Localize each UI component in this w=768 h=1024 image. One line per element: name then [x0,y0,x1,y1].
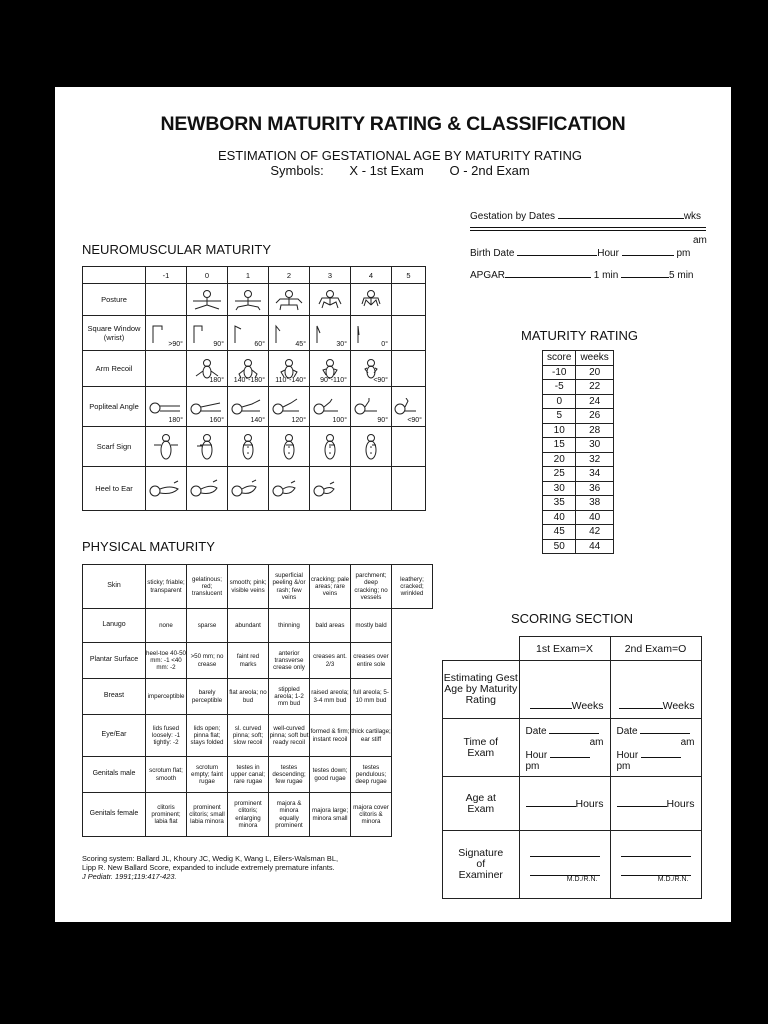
nm-cell[interactable]: 45° [269,316,310,351]
pm-label-genitals-female: Genitals female [83,793,146,837]
pm-cell[interactable]: majora cover clitoris & minora [351,793,392,837]
wrist-angle-icon [271,323,307,343]
pm-cell [392,643,433,679]
mr-score: 0 [543,394,576,409]
nm-cell[interactable]: 180° [187,351,228,387]
birth-hour-label: Hour [597,248,619,259]
hours-field-first[interactable]: Hours [519,777,610,831]
nm-cell[interactable]: 0° [351,316,392,351]
mr-score: -10 [543,365,576,380]
popliteal-leg-icon [394,398,424,416]
nm-header: 2 [269,267,310,284]
neuromuscular-title: NEUROMUSCULAR MATURITY [82,242,271,257]
weeks-field-first[interactable]: Weeks [519,661,610,719]
gestation-field[interactable] [558,209,684,219]
pm-label-genitals-male: Genitals male [83,757,146,793]
symbol-second-exam: O - 2nd Exam [449,163,530,178]
scoring-label-time: Time of Exam [443,719,520,777]
pm-cell[interactable]: scrotum empty; faint rugae [187,757,228,793]
pm-cell[interactable]: full areola; 5-10 mm bud [351,679,392,715]
pm-cell[interactable]: anterior transverse crease only [269,643,310,679]
scarf-sign-icon [233,433,263,461]
apgar-5min-field[interactable] [621,268,669,278]
pm-cell[interactable]: majora large; minora small [310,793,351,837]
mr-score: 5 [543,409,576,424]
heel-to-ear-icon [312,479,348,499]
posture-figure-icon [189,289,225,311]
posture-figure-icon [271,289,307,311]
nm-cell[interactable] [146,467,187,511]
nm-cell[interactable]: <90° [392,387,426,427]
mr-header-weeks: weeks [576,351,613,366]
page-title: NEWBORN MATURITY RATING & CLASSIFICATION [160,113,626,135]
pm-cell[interactable]: faint red marks [228,643,269,679]
scoring-label-estimating: Estimating Gest Age by Maturity Rating [443,661,520,719]
mr-score: 20 [543,452,576,467]
pm-cell[interactable]: scrotum flat; smooth [146,757,187,793]
pm-cell[interactable]: prominent clitoris; enlarging minora [228,793,269,837]
pm-cell[interactable]: creases ant. 2/3 [310,643,351,679]
scarf-sign-icon [151,433,181,461]
pm-cell[interactable]: lids open; pinna flat; stays folded [187,715,228,757]
pm-cell[interactable]: testes down; good rugae [310,757,351,793]
mr-weeks: 36 [576,481,613,496]
mr-header-score: score [543,351,576,366]
mr-weeks: 38 [576,496,613,511]
pm-cell[interactable]: gelatinous; red; translucent [187,565,228,609]
pm-label-skin: Skin [83,565,146,609]
pm-cell[interactable]: stippled areola; 1-2 mm bud [269,679,310,715]
pm-label-eye-ear: Eye/Ear [83,715,146,757]
scoring-label-age: Age at Exam [443,777,520,831]
scarf-sign-icon [356,433,386,461]
heel-to-ear-icon [148,479,184,499]
signature-field-second[interactable]: M.D./R.N. [610,831,701,899]
nm-cell[interactable]: 110°-140° [269,351,310,387]
pm-cell[interactable]: testes descending; few rugae [269,757,310,793]
mr-score: 35 [543,496,576,511]
posture-figure-icon [353,289,389,311]
nm-cell[interactable]: <90° [351,351,392,387]
pm-cell[interactable]: formed & firm; instant recoil [310,715,351,757]
nm-cell[interactable] [269,427,310,467]
scoring-corner [443,637,520,661]
mr-weeks: 24 [576,394,613,409]
symbols-legend [55,163,745,178]
pm-cell [392,715,433,757]
pm-cell[interactable]: flat areola; no bud [228,679,269,715]
hours-field-second[interactable]: Hours [610,777,701,831]
birth-date-field[interactable] [517,246,597,256]
scoring-title: SCORING SECTION [511,611,634,626]
nm-cell[interactable] [351,467,392,511]
nm-header: 3 [310,267,351,284]
posture-figure-icon [312,289,348,311]
nm-cell[interactable] [351,284,392,316]
pm-label-lanugo: Lanugo [83,609,146,643]
nm-cell[interactable]: 90° [187,316,228,351]
scarf-sign-icon [315,433,345,461]
pm-cell[interactable]: well-curved pinna; soft but ready recoil [269,715,310,757]
birth-hour-field[interactable] [622,246,674,256]
time-field-first[interactable]: Date am Hour pm [519,719,610,777]
popliteal-leg-icon [189,398,225,416]
scoring-col-second: 2nd Exam=O [610,637,701,661]
popliteal-leg-icon [230,398,266,416]
mr-weeks: 20 [576,365,613,380]
mr-score: 30 [543,481,576,496]
nm-label-arm-recoil: Arm Recoil [83,351,146,387]
mr-score: 40 [543,510,576,525]
pm-cell[interactable]: barely perceptible [187,679,228,715]
scoring-label-signature: Signature of Examiner [443,831,520,899]
nm-cell[interactable]: 160° [187,387,228,427]
physical-table [82,564,433,837]
nm-cell[interactable] [228,467,269,511]
pm-cell[interactable]: thick cartilage; ear stiff [351,715,392,757]
nm-header: 4 [351,267,392,284]
nm-cell[interactable]: >90° [146,316,187,351]
wrist-angle-icon [353,323,389,343]
pm-cell [392,609,433,643]
mr-weeks: 42 [576,525,613,540]
nm-header: 0 [187,267,228,284]
mr-weeks: 44 [576,539,613,554]
wrist-angle-icon [230,323,266,343]
nm-cell[interactable] [392,284,426,316]
pm-label-breast: Breast [83,679,146,715]
pm-cell [392,679,433,715]
double-rule [470,227,706,231]
nm-cell[interactable] [146,427,187,467]
subtitle: ESTIMATION OF GESTATIONAL AGE BY MATURITY RATING [217,148,583,163]
popliteal-leg-icon [353,398,389,416]
pm-cell[interactable]: sparse [187,609,228,643]
nm-cell[interactable] [392,467,426,511]
weeks-field-second[interactable]: Weeks [610,661,701,719]
mr-weeks: 40 [576,510,613,525]
nm-cell[interactable] [310,284,351,316]
gestation-by-dates [470,209,701,222]
gestation-label: Gestation by Dates [470,211,556,222]
pm-cell[interactable]: superficial peeling &/or rash; few veins [269,565,310,609]
pm-cell[interactable]: bald areas [310,609,351,643]
apgar-1min: 1 min [593,270,619,281]
pm-cell[interactable]: sl. curved pinna; soft; slow recoil [228,715,269,757]
mr-score: 15 [543,438,576,453]
pm-cell[interactable]: prominent clitoris; small labia minora [187,793,228,837]
birth-date-row [470,246,690,259]
pm-cell[interactable]: imperceptible [146,679,187,715]
heel-to-ear-icon [189,479,225,499]
nm-cell[interactable] [269,467,310,511]
footnote: Scoring system: Ballard JL, Khoury JC, Wedig K, Wang L, Eilers-Walsman BL, Lipp R. New Ballard Score, expanded to include extremely premature infants. J Pediatr. 1991;119:417-423. [82,854,339,881]
nm-cell[interactable] [392,427,426,467]
time-field-second[interactable]: Date am Hour pm [610,719,701,777]
mr-score: 45 [543,525,576,540]
pm-cell [392,757,433,793]
pm-cell[interactable]: heel-toe 40-50 mm: -1 <40 mm: -2 [146,643,187,679]
pm-cell[interactable]: abundant [228,609,269,643]
nm-cell[interactable] [187,284,228,316]
scoring-col-first: 1st Exam=X [519,637,610,661]
birth-am: am [693,235,707,246]
signature-field-first[interactable]: M.D./R.N. [519,831,610,899]
nm-header: -1 [146,267,187,284]
posture-figure-icon [230,289,266,311]
pm-cell[interactable]: clitoris prominent; labia flat [146,793,187,837]
nm-cell[interactable]: 140°-180° [228,351,269,387]
nm-cell[interactable]: 140° [228,387,269,427]
nm-cell[interactable] [146,284,187,316]
nm-cell[interactable]: 100° [310,387,351,427]
scoring-table [442,636,702,899]
mr-weeks: 22 [576,380,613,395]
maturity-rating-table [542,350,614,554]
nm-label-scarf-sign: Scarf Sign [83,427,146,467]
nm-cell[interactable]: 180° [146,387,187,427]
wrist-angle-icon [148,323,184,343]
pm-cell[interactable]: majora & minora equally prominent [269,793,310,837]
physical-title: PHYSICAL MATURITY [82,539,215,554]
nm-cell[interactable] [228,284,269,316]
mr-weeks: 32 [576,452,613,467]
pm-cell[interactable]: sticky; friable; transparent [146,565,187,609]
nm-cell[interactable] [351,427,392,467]
nm-cell[interactable]: 90° [351,387,392,427]
wrist-angle-icon [312,323,348,343]
popliteal-leg-icon [148,398,184,416]
mr-score: 50 [543,539,576,554]
mr-weeks: 28 [576,423,613,438]
nm-cell[interactable] [146,351,187,387]
pm-cell[interactable]: thinning [269,609,310,643]
nm-cell[interactable] [187,467,228,511]
mr-weeks: 34 [576,467,613,482]
heel-to-ear-icon [271,479,307,499]
nm-cell[interactable]: 30° [310,316,351,351]
nm-cell[interactable]: 120° [269,387,310,427]
mr-score: 10 [543,423,576,438]
nm-label-heel-to-ear: Heel to Ear [83,467,146,511]
pm-cell[interactable]: lids fused loosely: -1 tightly: -2 [146,715,187,757]
nm-cell[interactable] [228,427,269,467]
pm-cell[interactable]: none [146,609,187,643]
nm-label-posture: Posture [83,284,146,316]
nm-label-popliteal: Popliteal Angle [83,387,146,427]
symbol-first-exam: X - 1st Exam [349,163,424,178]
apgar-row [470,268,693,281]
nm-cell[interactable] [310,467,351,511]
pm-cell[interactable]: leathery; cracked; wrinkled [392,565,433,609]
pm-cell[interactable]: creases over entire sole [351,643,392,679]
pm-cell[interactable]: >50 mm; no crease [187,643,228,679]
mr-score: 25 [543,467,576,482]
scarf-sign-icon [274,433,304,461]
nm-cell[interactable] [392,351,426,387]
wrist-angle-icon [189,323,225,343]
apgar-1min-field[interactable] [505,268,591,278]
heel-to-ear-icon [230,479,266,499]
pm-label-plantar: Plantar Surface [83,643,146,679]
pm-cell [392,793,433,837]
neuromuscular-table [82,266,426,511]
nm-header: 1 [228,267,269,284]
nm-cell[interactable]: 60° [228,316,269,351]
nm-cell[interactable] [310,427,351,467]
pm-cell[interactable]: parchment; deep cracking; no vessels [351,565,392,609]
nm-label-square-window: Square Window (wrist) [83,316,146,351]
birth-pm: pm [676,248,691,259]
maturity-rating-title: MATURITY RATING [521,328,638,343]
mr-weeks: 30 [576,438,613,453]
pm-cell[interactable]: mostly bald [351,609,392,643]
symbols-label: Symbols: [270,163,324,178]
form-sheet [55,87,731,922]
pm-cell[interactable]: testes pendulous; deep rugae [351,757,392,793]
gestation-unit: wks [683,211,702,222]
popliteal-leg-icon [312,398,348,416]
mr-score: -5 [543,380,576,395]
mr-weeks: 26 [576,409,613,424]
nm-cell[interactable] [392,316,426,351]
pm-cell[interactable]: testes in upper canal; rare rugae [228,757,269,793]
nm-cell[interactable]: 90°-110° [310,351,351,387]
nm-header-blank [83,267,146,284]
popliteal-leg-icon [271,398,307,416]
nm-cell[interactable] [187,427,228,467]
scarf-sign-icon [192,433,222,461]
birth-date-label: Birth Date [470,248,515,259]
pm-cell[interactable]: cracking; pale areas; rare veins [310,565,351,609]
pm-cell[interactable]: raised areola; 3-4 mm bud [310,679,351,715]
apgar-5min: 5 min [669,270,694,281]
nm-cell[interactable] [269,284,310,316]
apgar-label: APGAR [470,270,506,281]
pm-cell[interactable]: smooth; pink; visible veins [228,565,269,609]
nm-header: 5 [392,267,426,284]
